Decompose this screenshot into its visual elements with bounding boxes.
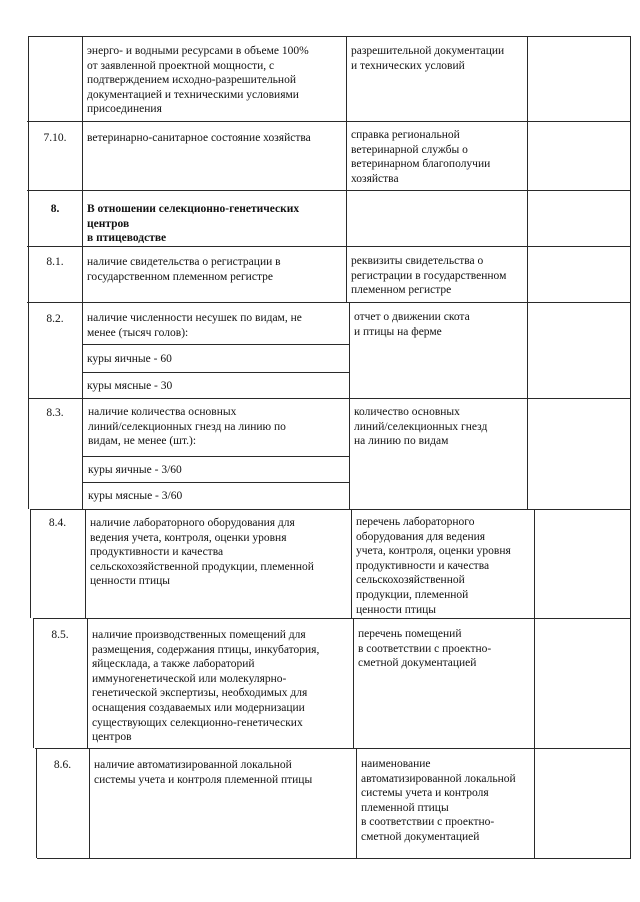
table-border: [35, 748, 631, 749]
document-cell: перечень помещений в соответствии с проектно- сметной документацией: [358, 628, 492, 670]
table-border: [27, 302, 631, 303]
table-border: [37, 858, 631, 859]
sub-criterion: куры мясные - 3/60: [88, 490, 183, 502]
table-border: [27, 246, 631, 247]
table-border: [28, 36, 630, 37]
table-border: [534, 509, 535, 858]
sub-criterion: куры яичные - 60: [87, 353, 172, 365]
table-border: [82, 344, 350, 345]
sub-criterion: куры мясные - 30: [87, 380, 173, 392]
document-cell: справка региональной ветеринарной службы о ветеринарном благополучии хозяйства: [351, 129, 491, 185]
sub-criterion: куры яичные - 3/60: [88, 464, 182, 476]
table-border: [28, 398, 631, 399]
section-number: 8.: [50, 203, 60, 215]
table-border: [27, 190, 631, 191]
table-border: [27, 121, 631, 122]
criterion-cell: наличие количества основных линий/селекционных гнезд на линию по видам, не менее (шт.):: [88, 406, 286, 448]
criterion-cell: наличие численности несушек по видам, не менее (тысяч голов):: [87, 312, 302, 339]
table-border: [356, 748, 357, 858]
table-border: [28, 36, 29, 509]
table-border: [527, 36, 528, 509]
table-border: [351, 509, 352, 618]
criterion-cell: наличие свидетельства о регистрации в государственном племенном регистре: [87, 256, 281, 283]
document-cell: наименование автоматизированной локальной системы учета и контроля племенной птицы в соответствии с проектно- сметной документацией: [361, 758, 516, 843]
criterion-cell: наличие производственных помещений для размещения, содержания птицы, инкубатория, яйцесклада, а также лабораторий иммуногенетической или молекулярно- генетической экспертизы, необходимых для оснащения создаваемых или модернизации существующих селекционно-генетических центров: [92, 629, 320, 744]
table-border: [30, 509, 631, 510]
row-number: 8.2.: [46, 313, 64, 325]
table-border: [346, 36, 347, 302]
document-cell: отчет о движении скота и птицы на ферме: [354, 311, 470, 338]
row-number: 8.1.: [46, 256, 64, 268]
table-border: [353, 618, 354, 748]
document-cell: количество основных линий/селекционных гнезд на линию по видам: [354, 406, 488, 448]
table-border: [630, 36, 631, 858]
document-cell: перечень лабораторного оборудования для ведения учета, контроля, оценки уровня продуктивности и качества сельскохозяйственной продукции, племенной ценности птицы: [356, 516, 511, 616]
criterion-cell: наличие лабораторного оборудования для ведения учета, контроля, оценки уровня продуктивности и качества сельскохозяйственной продукции, племенной ценности птицы: [90, 517, 314, 588]
document-cell: разрешительной документации и технических условий: [351, 45, 505, 72]
table-border: [349, 302, 350, 509]
table-border: [82, 456, 350, 457]
row-number: 8.3.: [46, 407, 64, 419]
criterion-cell: энерго- и водными ресурсами в объеме 100% от заявленной проектной мощности, с подтверждением исходно-разрешительной документацией и техническими условиями присоединения: [87, 45, 309, 116]
row-number: 7.10.: [43, 132, 67, 144]
row-number: 8.4.: [48, 517, 67, 529]
table-border: [33, 618, 631, 619]
row-number: 8.6.: [53, 759, 72, 771]
criterion-cell: наличие автоматизированной локальной системы учета и контроля племенной птицы: [94, 759, 313, 786]
table-border: [82, 372, 350, 373]
criterion-cell: ветеринарно-санитарное состояние хозяйства: [87, 132, 311, 144]
row-number: 8.5.: [51, 629, 69, 641]
table-border: [82, 36, 83, 509]
table-border: [89, 748, 90, 858]
table-border: [82, 482, 350, 483]
document-cell: реквизиты свидетельства о регистрации в государственном племенном регистре: [351, 255, 507, 297]
table-border: [85, 509, 86, 618]
table-border: [87, 618, 88, 748]
section-heading: В отношении селекционно-генетических центров в птицеводстве: [87, 203, 300, 245]
